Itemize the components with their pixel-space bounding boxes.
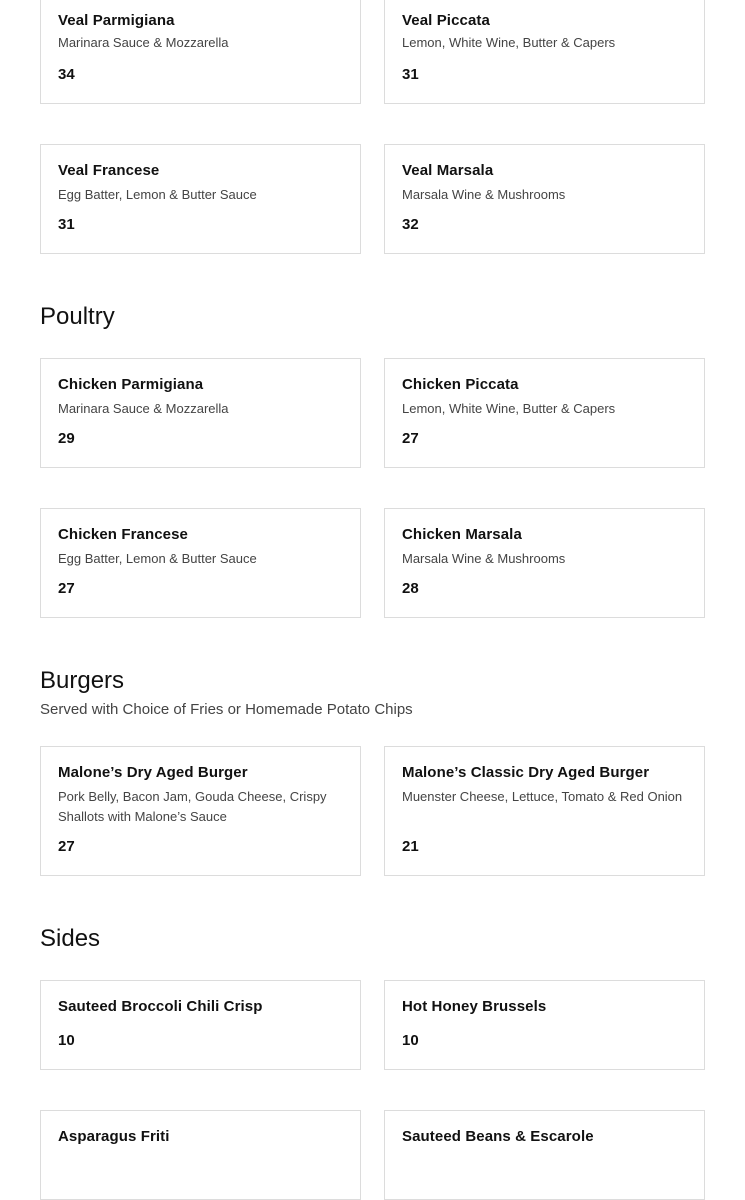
menu-item-card: [384, 144, 705, 254]
menu-item-description: Egg Batter, Lemon & Butter Sauce: [58, 551, 257, 566]
menu-item-name: Veal Francese: [58, 162, 160, 179]
menu-item-card: [40, 508, 361, 618]
menu-item-description: Pork Belly, Bacon Jam, Gouda Cheese, Crispy Shallots with Malone’s Sauce: [58, 789, 327, 824]
menu-item-price: 27: [402, 430, 419, 447]
menu-item-card: [40, 144, 361, 254]
menu-item-description: Marsala Wine & Mushrooms: [402, 551, 566, 566]
menu-item-price: 29: [58, 430, 75, 447]
menu-item-name: Chicken Piccata: [402, 376, 519, 393]
menu-item-card: [384, 746, 705, 876]
menu-item-card: [384, 0, 705, 104]
menu-item-price: 27: [58, 838, 75, 855]
menu-item-card: [40, 0, 361, 104]
menu-item-card: [40, 746, 361, 876]
menu-item-name: Malone’s Dry Aged Burger: [58, 764, 248, 781]
menu-item-description: Marinara Sauce & Mozzarella: [58, 35, 229, 50]
section-title-poultry: Poultry: [40, 303, 115, 330]
section-title-sides: Sides: [40, 925, 101, 952]
menu-item-card: [384, 358, 705, 468]
menu-item-card: [384, 980, 705, 1070]
section-note-burgers: Served with Choice of Fries or Homemade Potato Chips: [40, 701, 413, 718]
menu-item-name: Veal Parmigiana: [58, 12, 175, 29]
menu-item-price: 34: [58, 66, 75, 83]
menu-item-description: Marsala Wine & Mushrooms: [402, 187, 566, 202]
menu-item-description: Marinara Sauce & Mozzarella: [58, 401, 229, 416]
menu-item-price: 32: [402, 216, 419, 233]
menu-item-price: 28: [402, 580, 419, 597]
menu-item-card: [40, 980, 361, 1070]
menu-item-description: Lemon, White Wine, Butter & Capers: [402, 401, 616, 416]
menu-item-name: Asparagus Friti: [58, 1128, 170, 1145]
menu-item-name: Sauteed Broccoli Chili Crisp: [58, 998, 263, 1015]
menu-item-card: [384, 1110, 705, 1200]
menu-item-name: Chicken Marsala: [402, 526, 522, 543]
menu-item-price: 27: [58, 580, 75, 597]
menu-item-description: Egg Batter, Lemon & Butter Sauce: [58, 187, 257, 202]
menu-item-name: Chicken Francese: [58, 526, 188, 543]
menu-item-name: Malone’s Classic Dry Aged Burger: [402, 764, 650, 781]
menu-item-price: 31: [58, 216, 75, 233]
menu-item-name: Veal Piccata: [402, 12, 490, 29]
menu-item-card: [40, 358, 361, 468]
menu-item-name: Hot Honey Brussels: [402, 998, 547, 1015]
menu-item-card: [40, 1110, 361, 1200]
menu-item-name: Sauteed Beans & Escarole: [402, 1128, 594, 1145]
menu-item-name: Veal Marsala: [402, 162, 494, 179]
menu-item-price: 31: [402, 66, 419, 83]
menu-item-price: 10: [402, 1032, 419, 1049]
menu-item-price: 10: [58, 1032, 75, 1049]
section-title-burgers: Burgers: [40, 667, 125, 694]
menu-item-price: 21: [402, 838, 419, 855]
menu-item-card: [384, 508, 705, 618]
menu-item-description: Muenster Cheese, Lettuce, Tomato & Red Onion: [402, 789, 683, 804]
menu-item-name: Chicken Parmigiana: [58, 376, 204, 393]
menu-item-description: Lemon, White Wine, Butter & Capers: [402, 35, 616, 50]
